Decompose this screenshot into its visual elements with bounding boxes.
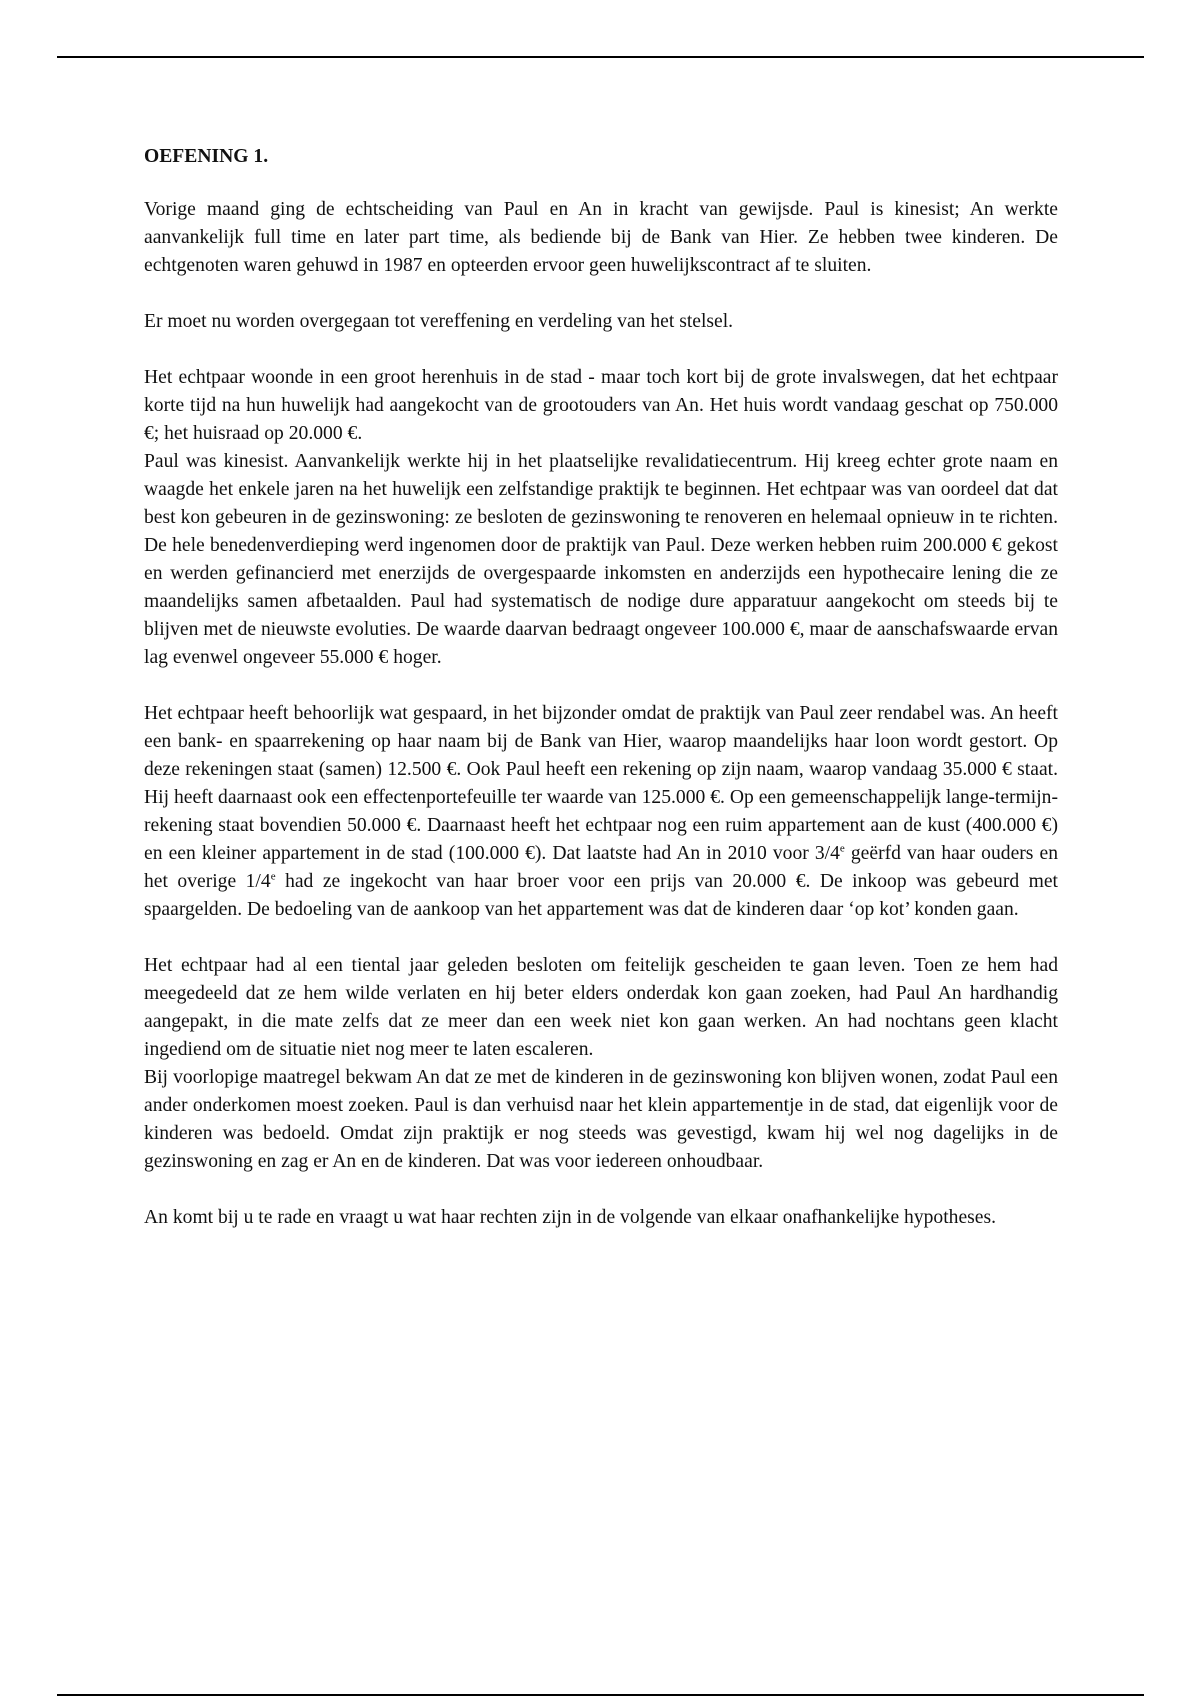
paragraph-settlement: Er moet nu worden overgegaan tot vereffening en verdeling van het stelsel. bbox=[144, 311, 734, 332]
document-body bbox=[144, 143, 1058, 1232]
paragraph-practice: Paul was kinesist. Aanvankelijk werkte hij in het plaatselijke revalidatiecentrum. Hij kreeg echter grote naam en waagde het enkele jaren na het huwelijk een zelfstandige praktijk te beginnen. Het echtpaar was van oordeel dat dat best kon gebeuren in de gezinswoning: ze besloten de gezinswoning te renoveren en helemaal opnieuw in te richten. De hele benedenverdieping werd ingenomen door de praktijk van Paul. Deze werken hebben ruim 200.000 € gekost en werden gefinancierd met enerzijds de overgespaarde inkomsten en anderzijds een hypothecaire lening die ze maandelijks samen afbetaalden. Paul had systematisch de nodige dure apparatuur aangekocht om steeds bij te blijven met de nieuwste evoluties. De waarde daarvan bedraagt ongeveer 100.000 €, maar de aanschafswaarde ervan lag evenwel ongeveer 55.000 € hoger. bbox=[144, 451, 1058, 668]
paragraph-house: Het echtpaar woonde in een groot herenhuis in de stad - maar toch kort bij de grote invalswegen, dat het echtpaar korte tijd na hun huwelijk had aangekocht van de grootouders van An. Het huis wordt vandaag geschat op 750.000 €; het huisraad op 20.000 €. bbox=[144, 367, 1058, 444]
paragraph-intro: Vorige maand ging de echtscheiding van Paul en An in kracht van gewijsde. Paul is kinesist; An werkte aanvankelijk full time en later part time, als bediende bij de Bank van Hier. Ze hebben twee kinderen. De echtgenoten waren gehuwd in 1987 en opteerden ervoor geen huwelijkscontract af te sluiten. bbox=[144, 199, 1058, 276]
paragraph-separation: Het echtpaar had al een tiental jaar geleden besloten om feitelijk gescheiden te gaan leven. Toen ze hem had meegedeeld dat ze hem wilde verlaten en hij beter elders onderdak kon gaan zoeken, had Paul An hardhandig aangepakt, in die mate zelfs dat ze meer dan een week niet kon gaan werken. An had nochtans geen klacht ingediend om de situatie niet nog meer te laten escaleren. bbox=[144, 955, 1058, 1060]
header-rule bbox=[57, 56, 1144, 58]
footer-rule bbox=[57, 1694, 1144, 1696]
savings-text-part-2: geërfd van haar ouders en het overige 1/4 bbox=[144, 843, 1058, 892]
superscript-e-1: e bbox=[839, 842, 845, 855]
paragraph-savings bbox=[144, 700, 1058, 924]
savings-text-part-3: had ze ingekocht van haar broer voor een prijs van 20.000 €. De inkoop was gebeurd met spaargelden. De bedoeling van de aankoop van het appartement was dat de kinderen daar ‘op kot’ konden gaan. bbox=[144, 871, 1058, 920]
savings-text-part-1: Het echtpaar heeft behoorlijk wat gespaard, in het bijzonder omdat de praktijk van Paul zeer rendabel was. An heeft een bank- en spaarrekening op haar naam bij de Bank van Hier, waarop maandelijks haar loon wordt gestort. Op deze rekeningen staat (samen) 12.500 €. Ook Paul heeft een rekening op zijn naam, waarop vandaag 35.000 € staat. Hij heeft daarnaast ook een effectenportefeuille ter waarde van 125.000 €. Op een gemeenschappelijk lange-termijn-rekening staat bovendien 50.000 €. Daarnaast heeft het echtpaar nog een ruim appartement aan de kust (400.000 €) en een kleiner appartement in de stad (100.000 €). Dat laatste had An in 2010 voor 3/4 bbox=[144, 703, 1058, 864]
superscript-e-2: e bbox=[270, 870, 276, 883]
exercise-heading: OEFENING 1. bbox=[144, 146, 269, 167]
paragraph-question: An komt bij u te rade en vraagt u wat haar rechten zijn in de volgende van elkaar onafhankelijke hypotheses. bbox=[144, 1207, 997, 1228]
paragraph-provisional-measure: Bij voorlopige maatregel bekwam An dat ze met de kinderen in de gezinswoning kon blijven wonen, zodat Paul een ander onderkomen moest zoeken. Paul is dan verhuisd naar het klein appartementje in de stad, dat eigenlijk voor de kinderen was bedoeld. Omdat zijn praktijk er nog steeds was gevestigd, kwam hij wel nog dagelijks in de gezinswoning en zag er An en de kinderen. Dat was voor iedereen onhoudbaar. bbox=[144, 1067, 1058, 1172]
